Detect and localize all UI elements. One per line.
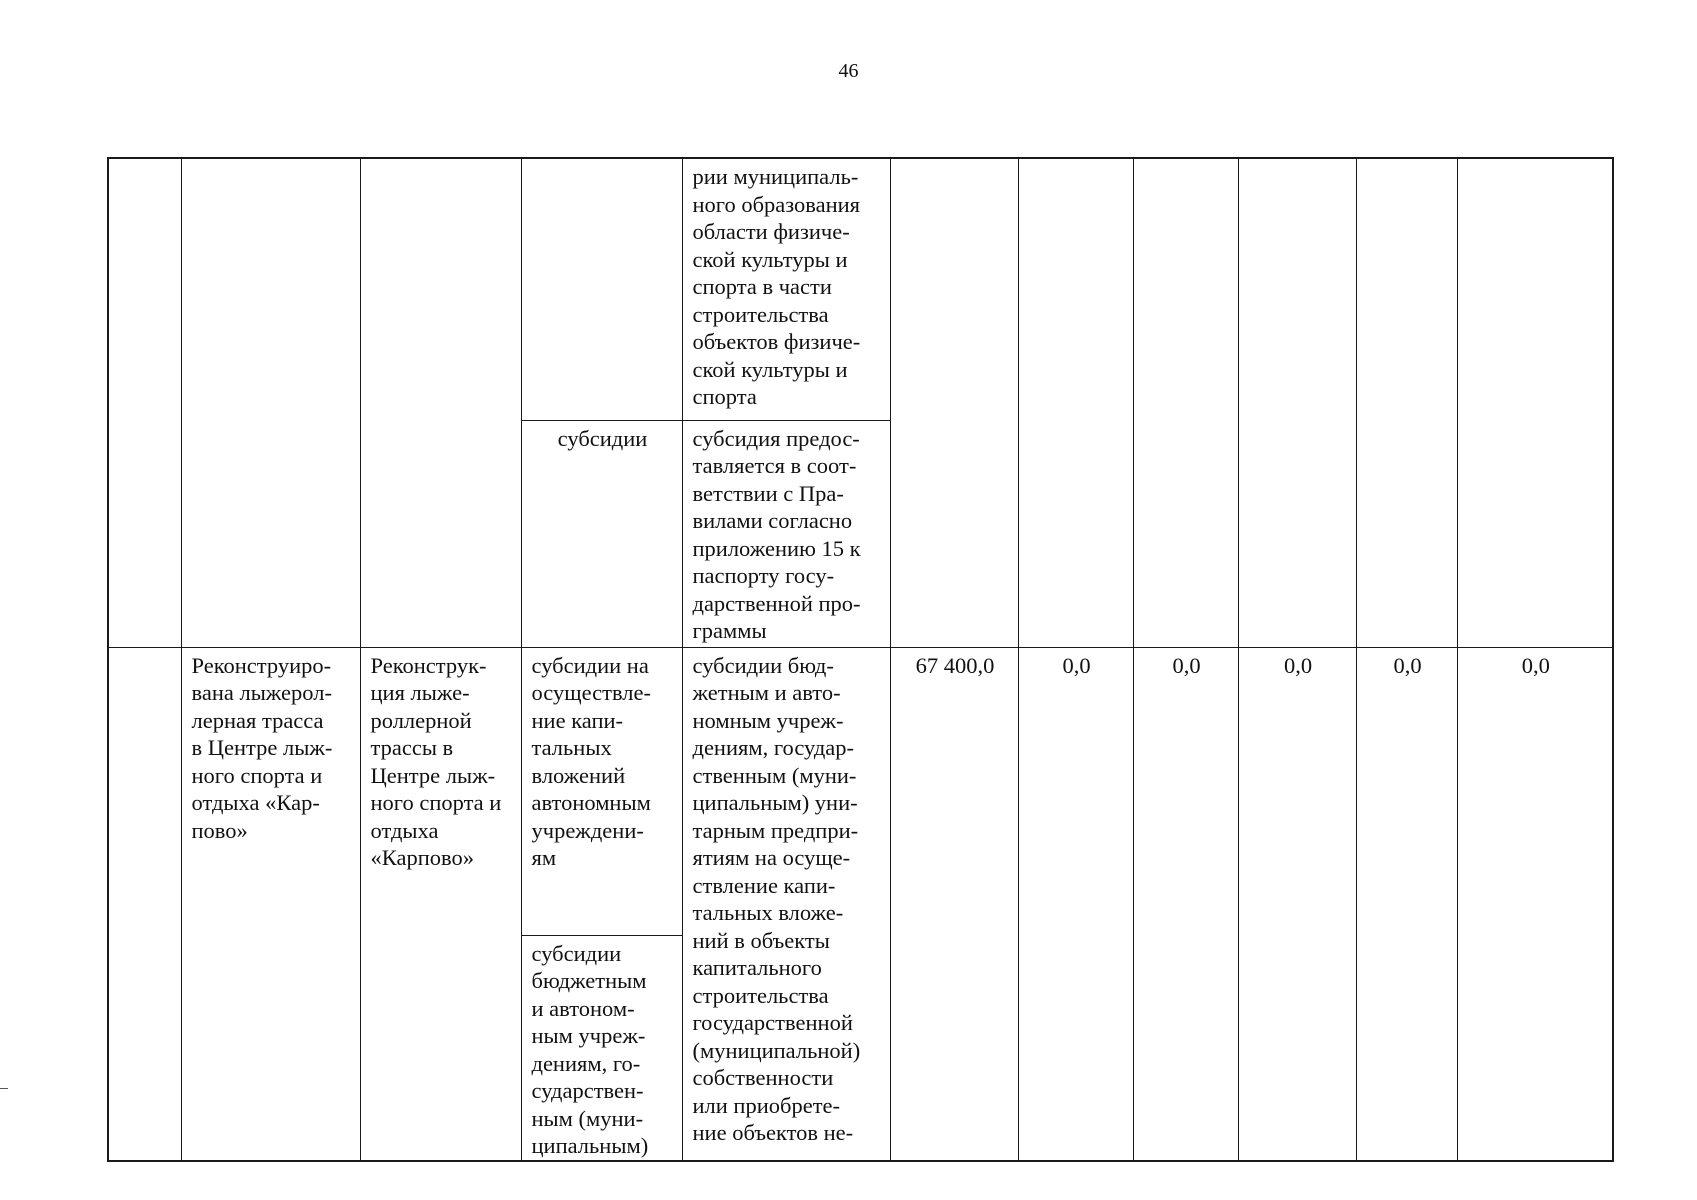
table-cell-result [181,158,360,647]
table-cell-value [1018,158,1133,647]
table-cell-value [890,158,1018,647]
table-cell-value [1457,158,1613,647]
table-cell-number [108,647,181,1161]
table-row [108,647,1613,935]
table-cell-number [108,158,181,647]
table-cell-type: субсидии на осуществле- ние капи- тальных вложений автономным учреждени- ям [521,647,682,935]
table-cell-value [1133,158,1238,647]
table-row [108,158,1613,420]
table-cell-value: 0,0 [1457,647,1613,1161]
table-cell-value: 0,0 [1018,647,1133,1161]
table-cell-value: 0,0 [1356,647,1457,1161]
program-table [107,157,1614,1162]
table-cell-value: 67 400,0 [890,647,1018,1161]
table-cell-description: субсидия предос- тавляется в соот- ветствии с Пра- вилами согласно приложению 15 к паспорту госу- дарственной про- граммы [682,420,890,647]
page-number: 46 [838,60,859,82]
table-cell-description: рии муниципаль- ного образования области физиче- ской культуры и спорта в части строительства объектов физиче- ской культуры и спорта [682,158,890,420]
table-cell-type: субсидии [521,420,682,647]
margin-mark [0,1088,8,1089]
table-cell-value: 0,0 [1238,647,1356,1161]
table-cell-result: Реконструиро- вана лыжерол- лерная трасса в Центре лыж- ного спорта и отдыха «Кар- пово» [181,647,360,1161]
table-cell-value [1356,158,1457,647]
table-cell-description: субсидии бюд- жетным и авто- номным учреж- дениям, государ- ственным (муни- ципальным) уни- тарным предпри- ятиям на осуще- ствление капи- тальных вложе- ний в объекты капитального строительства государственной (муниципальной) собственности или приобрете- ние объектов не- [682,647,890,1161]
table-cell-type: субсидии бюджетным и автоном- ным учреж- дениям, го- сударствен- ным (муни- ципальным) [521,935,682,1161]
table-cell-type [521,158,682,420]
table-cell-event: Реконструк- ция лыже- роллерной трассы в Центре лыж- ного спорта и отдыха «Карпово» [360,647,521,1161]
table-cell-value: 0,0 [1133,647,1238,1161]
table-cell-value [1238,158,1356,647]
table-cell-event [360,158,521,647]
